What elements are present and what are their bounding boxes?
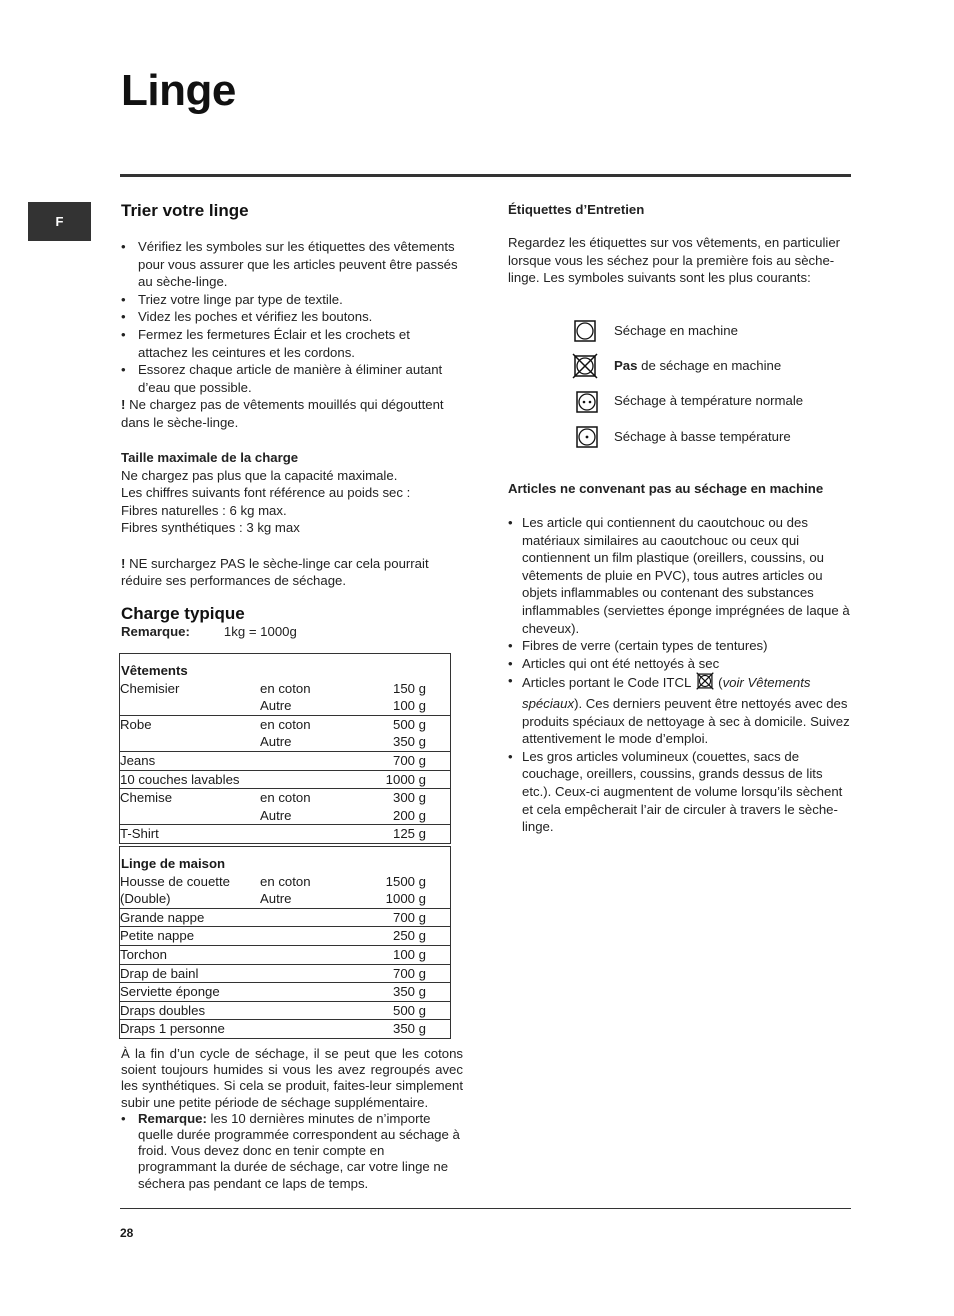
sort-section	[121, 238, 461, 432]
item-name: Robe	[120, 716, 152, 732]
item-name: 10 couches lavables	[120, 771, 240, 787]
warning-mark: !	[121, 555, 126, 571]
item-name: Draps doubles	[120, 1002, 206, 1018]
language-tab: F	[28, 202, 91, 241]
table-row	[120, 824, 450, 843]
item-weight: 150 g	[392, 680, 426, 696]
item-name: Housse de couette	[120, 873, 230, 889]
table-row-line	[120, 825, 450, 843]
table-row-line	[120, 909, 450, 927]
symbol-label: Séchage en machine	[614, 323, 738, 338]
remark-label: Remarque:	[121, 624, 190, 639]
household-rows	[120, 873, 450, 1038]
page-number: 28	[120, 1226, 134, 1240]
table-row-line	[120, 807, 450, 825]
table-heading-row	[120, 847, 450, 873]
list-item: • Fermez les fermetures Éclair et les crochets et attachez les ceintures et les cordons.	[121, 326, 461, 361]
table-row	[120, 770, 450, 789]
symbol-label: Pas de séchage en machine	[614, 358, 782, 373]
list-item: • Fibres de verre (certain types de tentures)	[508, 637, 850, 655]
list-item: • Videz les poches et vérifiez les boutons.	[121, 308, 461, 326]
table-row	[120, 788, 450, 824]
table-row	[120, 926, 450, 945]
item-weight: 700 g	[392, 909, 426, 925]
clothes-rows	[120, 680, 450, 843]
footer-rule	[120, 1208, 851, 1209]
table-row	[120, 751, 450, 770]
table-row-line	[120, 1002, 450, 1020]
list-item: • Vérifiez les symboles sur les étiquettes des vêtements pour vous assurer que les articles peuvent être passés au sèche-linge.	[121, 238, 461, 291]
page-title: Linge	[121, 66, 236, 115]
table-row-line	[120, 965, 450, 983]
fabric-type: Autre	[260, 891, 292, 907]
item-weight: 200 g	[392, 807, 426, 823]
table-row	[120, 1001, 450, 1020]
item-weight: 300 g	[392, 790, 426, 806]
item-name: Serviette éponge	[120, 984, 220, 1000]
max-load-section	[121, 449, 461, 590]
tumble-dry-low-icon	[576, 426, 598, 453]
tumble-dry-normal-icon	[576, 391, 598, 418]
item-name: Chemise	[120, 790, 173, 806]
item-name: Drap de bainl	[120, 965, 199, 981]
table-row	[120, 908, 450, 927]
max-load-heading: Taille maximale de la charge	[121, 450, 299, 465]
table-row-line	[120, 983, 450, 1001]
table-row	[120, 680, 450, 715]
symbol-label: Séchage à basse température	[614, 429, 791, 444]
item-weight: 1000 g	[385, 771, 426, 787]
fabric-type: en coton	[260, 873, 311, 889]
list-item: • Remarque: les 10 dernières minutes de n’importe quelle durée programmée correspondent au séchage à froid. Vous devez donc en tenir compte en programmant la durée de séchage, car votre linge ne séchera pas pendant ce laps de temps.	[121, 1111, 463, 1192]
remark-value: 1kg = 1000g	[223, 624, 297, 639]
item-weight: 1000 g	[385, 891, 426, 907]
item-weight: 500 g	[392, 1002, 426, 1018]
table-row-line	[120, 697, 450, 715]
table-row-line	[120, 680, 450, 698]
fabric-type: Autre	[260, 734, 292, 750]
max-load-line: Ne chargez pas plus que la capacité maximale.	[121, 467, 398, 483]
no-tumble-dry-icon	[696, 672, 714, 695]
no-tumble-dry-icon	[572, 353, 598, 384]
table-row-line	[120, 927, 450, 945]
fabric-type: en coton	[260, 680, 311, 696]
unsuitable-heading: Articles ne convenant pas au séchage en machine	[508, 481, 824, 496]
care-labels-intro: Regardez les étiquettes sur vos vêtements, en particulier lorsque vous les séchez pour la première fois au sèche-linge. Les symboles suivants sont les plus courants:	[508, 235, 841, 286]
item-name: Draps 1 personne	[120, 1021, 225, 1037]
item-name: Torchon	[120, 946, 167, 962]
table-row-line	[120, 716, 450, 734]
warning-wet-clothes: ! Ne chargez pas de vêtements mouillés qui dégouttent dans le sèche-linge.	[121, 397, 444, 430]
fabric-type: en coton	[260, 716, 311, 732]
item-name: T-Shirt	[120, 826, 159, 842]
item-name: Chemisier	[120, 680, 180, 696]
clothes-table-heading: Vêtements	[121, 663, 188, 678]
end-bullets	[121, 1111, 463, 1192]
item-weight: 100 g	[392, 946, 426, 962]
table-row	[120, 964, 450, 983]
list-item: • Articles portant le Code ITCL (voir Vêtements spéciaux). Ces derniers peuvent être nettoyés avec des produits spéciaux de nettoyage à sec à domicile. Suivez attentivement le mode d’emploi.	[508, 672, 850, 747]
household-table-heading: Linge de maison	[121, 856, 226, 871]
clothes-table	[119, 653, 451, 844]
end-section	[121, 1046, 463, 1192]
item-weight: 350 g	[392, 1021, 426, 1037]
table-row	[120, 1019, 450, 1038]
table-row-line	[120, 789, 450, 807]
remark-line	[121, 623, 297, 641]
special-garments-link[interactable]: voir Vêtements spéciaux	[522, 675, 811, 711]
table-row-line	[120, 1020, 450, 1038]
item-name: Petite nappe	[120, 928, 195, 944]
table-row	[120, 982, 450, 1001]
list-item: • Articles qui ont été nettoyés à sec	[508, 655, 850, 673]
list-item: • Triez votre linge par type de textile.	[121, 291, 461, 309]
table-row-line	[120, 752, 450, 770]
fabric-type: Autre	[260, 807, 292, 823]
unsuitable-section	[508, 514, 850, 836]
fabric-type: Autre	[260, 698, 292, 714]
item-weight: 250 g	[392, 928, 426, 944]
table-row-line	[120, 771, 450, 789]
sort-bullets	[121, 238, 461, 396]
item-weight: 700 g	[392, 965, 426, 981]
item-weight: 125 g	[392, 826, 426, 842]
unsuitable-bullets	[508, 514, 850, 836]
item-weight: 100 g	[392, 698, 426, 714]
table-row-line	[120, 890, 450, 908]
table-row-line	[120, 873, 450, 891]
item-name: Grande nappe	[120, 909, 205, 925]
item-weight: 700 g	[392, 752, 426, 768]
item-weight: 350 g	[392, 734, 426, 750]
header-rule	[120, 174, 851, 177]
table-row-line	[120, 733, 450, 751]
tumble-dry-icon	[574, 320, 596, 347]
care-labels-heading: Étiquettes d’Entretien	[508, 202, 645, 217]
table-row	[120, 715, 450, 751]
fabric-type: en coton	[260, 790, 311, 806]
sort-heading: Trier votre linge	[121, 201, 249, 220]
max-load-line: Les chiffres suivants font référence au poids sec :	[121, 485, 411, 501]
table-row	[120, 945, 450, 964]
end-paragraph: À la fin d’un cycle de séchage, il se peut que les cotons soient toujours humides si vous les avez regroupés avec les synthétiques. Si cela se produit, faites-leur simplement subir une petite période de séchage supplémentaire.	[121, 1046, 463, 1110]
typical-load-heading: Charge typique	[121, 604, 245, 623]
item-weight: 350 g	[392, 984, 426, 1000]
warning-mark: !	[121, 397, 126, 413]
item-weight: 500 g	[392, 716, 426, 732]
max-load-line: Fibres naturelles : 6 kg max.	[121, 502, 287, 518]
item-weight: 1500 g	[385, 873, 426, 889]
table-heading-row	[120, 654, 450, 680]
item-name: Jeans	[120, 752, 156, 768]
max-load-line: Fibres synthétiques : 3 kg max	[121, 520, 300, 536]
list-item: • Les article qui contiennent du caoutchouc ou des matériaux similaires au caoutchouc ou ceux qui contiennent un film plastique (oreillers, coussins, ou vêtements de pluie en PVC), tous autres articles ou objets inflammables ou contenant des substances inflammables (serviettes éponge imprégnées de laque à cheveux).	[508, 514, 850, 637]
item-name: (Double)	[120, 891, 171, 907]
symbol-label: Séchage à température normale	[614, 393, 804, 408]
warning-overload: ! NE surchargez PAS le sèche-linge car cela pourrait réduire ses performances de séchage.	[121, 555, 429, 589]
list-item: • Les gros articles volumineux (couettes, sacs de couchage, oreillers, coussins, grands dessus de lits etc.). Ceux-ci augmentent de volume lorsqu’ils sèchent et cela empêcherait l’air de circuler à travers le sèche-linge.	[508, 748, 850, 836]
table-row-line	[120, 946, 450, 964]
household-table	[119, 846, 451, 1039]
list-item: • Essorez chaque article de manière à éliminer autant d’eau que possible.	[121, 361, 461, 396]
table-row	[120, 873, 450, 908]
